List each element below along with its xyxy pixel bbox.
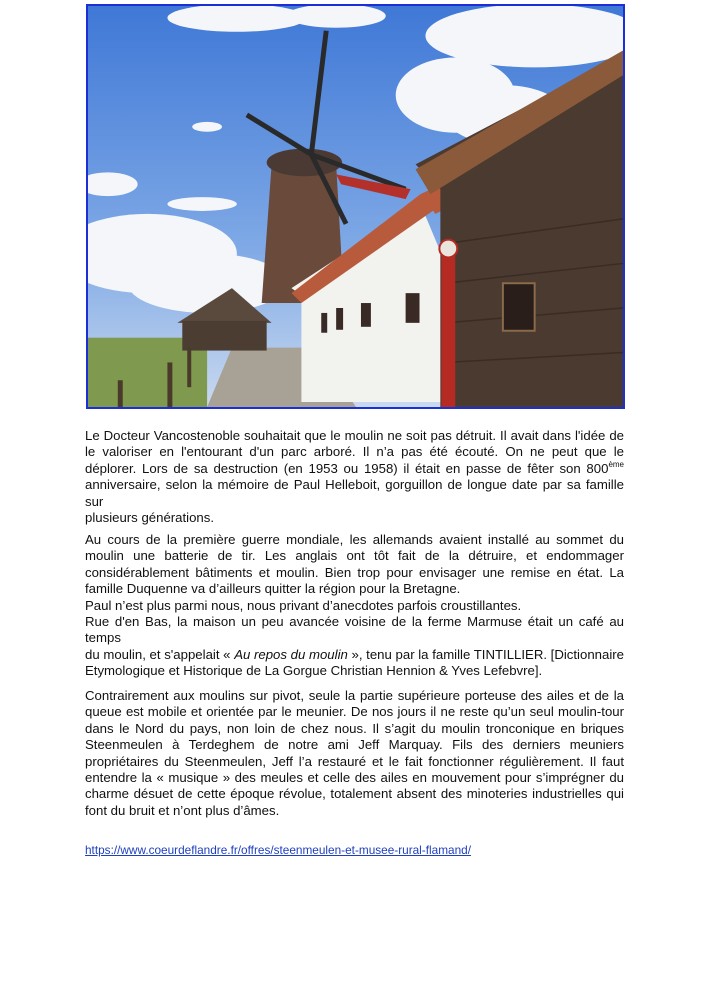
text-fragment: déplorer. Lors de sa destruction (en 1953 ou 1958) il était en passe de fêter son 800 (85, 460, 609, 476)
text-line: moulin une batterie de tir. Les anglais ont tôt fait de la détruire, et endommager (85, 548, 624, 564)
text-line: Contrairement aux moulins sur pivot, seule la partie supérieure porteuse des ailes et de la (85, 688, 624, 703)
text-line: queue est mobile et orientée par le meunier. De nos jours il ne reste qu’un seul moulin-tour (85, 704, 624, 720)
text-line (85, 647, 624, 663)
text-line: dans le Nord du pays, non loin de chez nous. Il s’agit du moulin tronconique en briques (85, 720, 624, 736)
text-line: le valoriser en l'entourant d'un parc arboré. Il n’a pas été écouté. On ne peut que le (85, 444, 624, 460)
text-line: famille Duquenne va d’ailleurs quitter la région pour la Bretagne. (85, 581, 461, 597)
steenmeulen-link[interactable]: https://www.coeurdeflandre.fr/offres/steenmeulen-et-musee-rural-flamand/ (85, 843, 471, 857)
text-line: anniversaire, selon la mémoire de Paul Helleboit, gorguillon de longue date par sa famille sur (85, 477, 624, 509)
windmill-photo (86, 4, 625, 409)
paragraph-2 (85, 532, 624, 680)
cafe-name: Au repos du moulin (234, 646, 348, 662)
text-line (85, 461, 624, 477)
text-line: Rue d'en Bas, la maison un peu avancée voisine de la ferme Marmuse était un café au temps (85, 614, 624, 646)
windmill-illustration (88, 6, 623, 407)
text-line: considérablement bâtiments et moulin. Bien trop pour envisager une remise en état. La (85, 564, 624, 580)
paragraph-3 (85, 688, 624, 819)
paragraph-1 (85, 428, 624, 526)
text-line: entendre la « musique » des meules et celle des ailes en mouvement pour s’imprégner du (85, 770, 624, 786)
text-line: Le Docteur Vancostenoble souhaitait que le moulin ne soit pas détruit. Il avait dans l'idée de (85, 428, 624, 443)
text-line: Steenmeulen à Terdeghem de notre ami Jeff Marquay. Fils des derniers meuniers (85, 737, 624, 753)
text-line: Etymologique et Historique de La Gorgue Christian Hennion & Yves Lefebvre]. (85, 663, 543, 679)
text-line: font du bruit et n’ont plus d’âmes. (85, 802, 280, 818)
text-fragment: », tenu par la famille TINTILLIER. [Dictionnaire (347, 646, 624, 662)
text-line: plusieurs générations. (85, 510, 215, 526)
superscript: ème (608, 459, 624, 469)
text-fragment: du moulin, et s'appelait « (85, 646, 235, 662)
text-line: charme désuet de cette époque révolue, totalement absent des minoteries industrielles qui (85, 786, 624, 802)
text-line: Au cours de la première guerre mondiale, les allemands avaient installé au sommet du (85, 532, 624, 547)
text-line: propriétaires du Steenmeulen, Jeff l’a restauré et le fait fonctionner régulièrement. Il faut (85, 753, 624, 769)
text-line: Paul n’est plus parmi nous, nous privant d’anecdotes parfois croustillantes. (85, 597, 522, 613)
